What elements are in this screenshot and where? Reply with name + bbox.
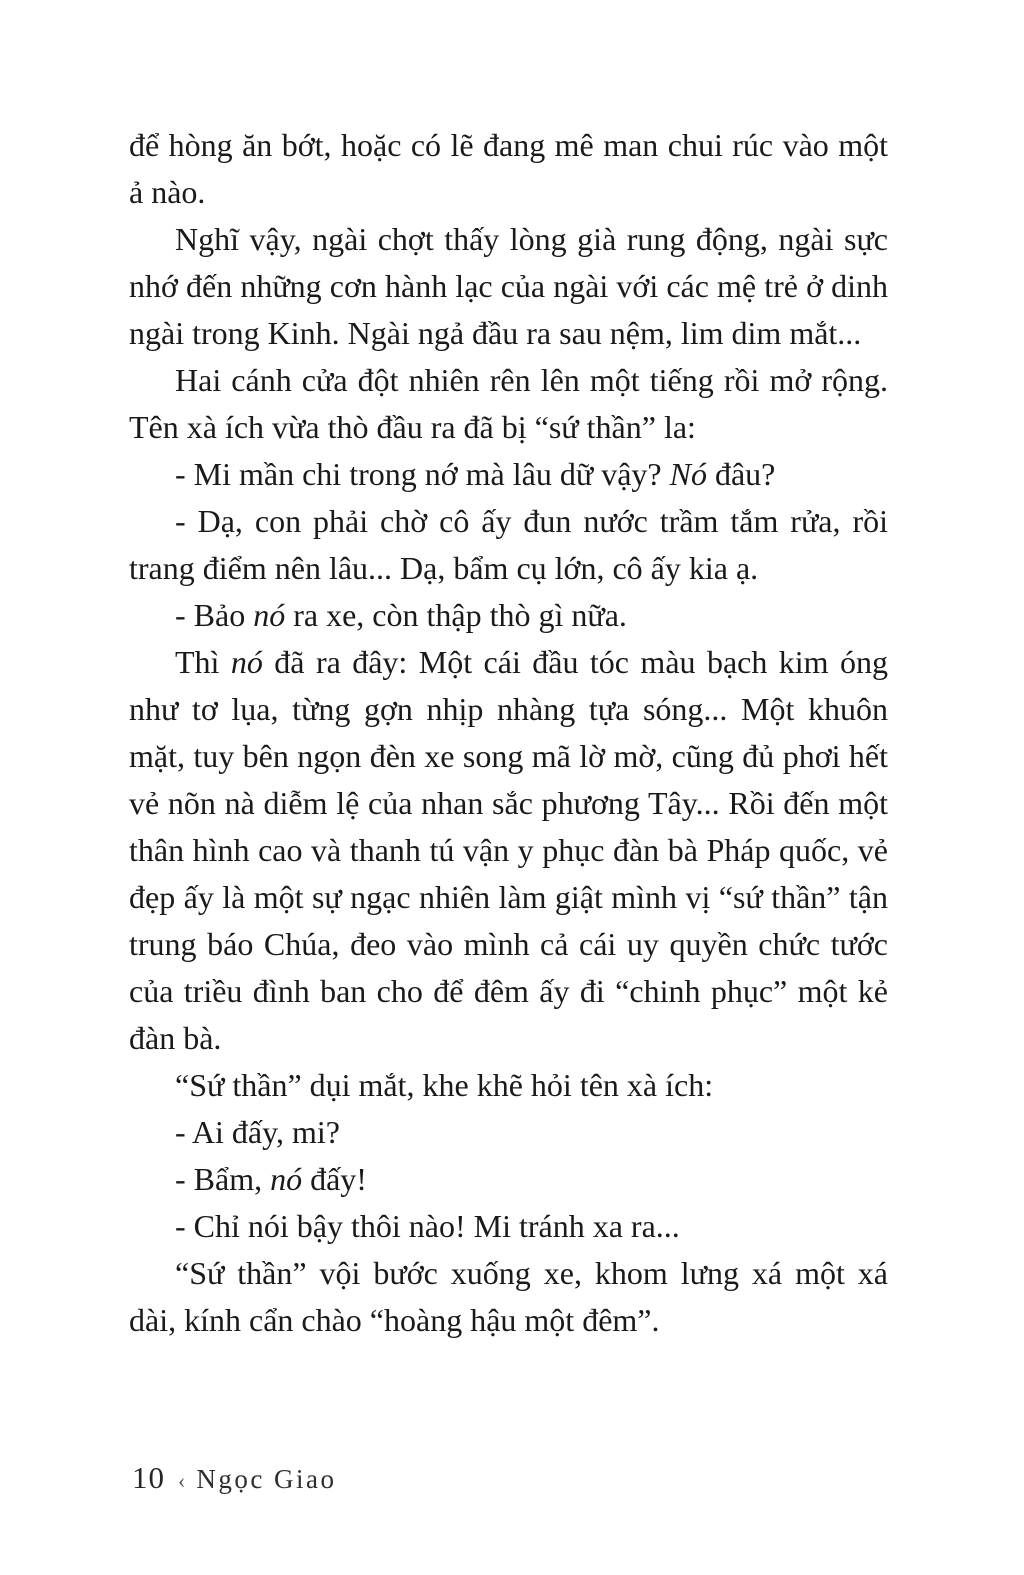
italic-text-run: nó	[253, 597, 286, 633]
paragraph	[129, 1156, 888, 1203]
paragraph	[129, 122, 888, 216]
text-run: “Sứ thần” dụi mắt, khe khẽ hỏi tên xà ích:	[175, 1067, 714, 1103]
paragraph	[129, 592, 888, 639]
author-name: Ngọc Giao	[196, 1464, 337, 1494]
text-run: - Mi mần chi trong nớ mà lâu dữ vậy?	[175, 456, 670, 492]
text-run: - Chỉ nói bậy thôi nào! Mi tránh xa ra...	[175, 1208, 680, 1244]
italic-text-run: nó	[230, 644, 263, 680]
paragraph	[129, 639, 888, 1062]
text-run: Thì	[175, 644, 231, 680]
text-run: - Bẩm,	[175, 1161, 271, 1197]
paragraph	[129, 451, 888, 498]
italic-text-run: Nó	[669, 456, 707, 492]
paragraph	[129, 1250, 888, 1344]
page-number: 10	[132, 1460, 165, 1495]
text-run: Hai cánh cửa đột nhiên rên lên một tiếng rồi mở rộng. Tên xà ích vừa thò đầu ra đã bị “sứ thần” la:	[129, 362, 888, 445]
text-run: đã ra đây: Một cái đầu tóc màu bạch kim óng như tơ lụa, từng gợn nhịp nhàng tựa sóng... Một khuôn mặt, tuy bên ngọn đèn xe song mã lờ mờ, cũng đủ phơi hết vẻ nõn nà diễm lệ của nhan sắc phương Tây... Rồi đến một thân hình cao và thanh tú vận y phục đàn bà Pháp quốc, vẻ đẹp ấy là một sự ngạc nhiên làm giật mình vị “sứ thần” tận trung báo Chúa, đeo vào mình cả cái uy quyền chức tước của triều đình ban cho để đêm ấy đi “chinh phục” một kẻ đàn bà.	[129, 644, 889, 1056]
paragraph	[129, 216, 888, 357]
text-run: - Dạ, con phải chờ cô ấy đun nước trầm tắm rửa, rồi trang điểm nên lâu... Dạ, bẩm cụ lớn, cô ấy kia ạ.	[129, 503, 888, 586]
body-text	[129, 122, 888, 1344]
text-run: - Ai đấy, mi?	[175, 1114, 340, 1150]
text-run: ra xe, còn thập thò gì nữa.	[285, 597, 627, 633]
page-footer	[132, 1460, 337, 1496]
text-run: Nghĩ vậy, ngài chợt thấy lòng già rung động, ngài sực nhớ đến những cơn hành lạc của ngài với các mệ trẻ ở dinh ngài trong Kinh. Ngài ngả đầu ra sau nệm, lim dim mắt...	[129, 221, 888, 351]
paragraph	[129, 1109, 888, 1156]
text-run: “Sứ thần” vội bước xuống xe, khom lưng xá một xá dài, kính cẩn chào “hoàng hậu một đêm”.	[129, 1255, 888, 1338]
text-run: đâu?	[706, 456, 776, 492]
footer-separator-icon: ‹	[178, 1468, 186, 1493]
paragraph	[129, 357, 888, 451]
paragraph	[129, 1203, 888, 1250]
text-run: đấy!	[302, 1161, 367, 1197]
paragraph	[129, 1062, 888, 1109]
paragraph	[129, 498, 888, 592]
text-run: để hòng ăn bớt, hoặc có lẽ đang mê man chui rúc vào một ả nào.	[129, 127, 888, 210]
italic-text-run: nó	[270, 1161, 303, 1197]
text-run: - Bảo	[175, 597, 254, 633]
